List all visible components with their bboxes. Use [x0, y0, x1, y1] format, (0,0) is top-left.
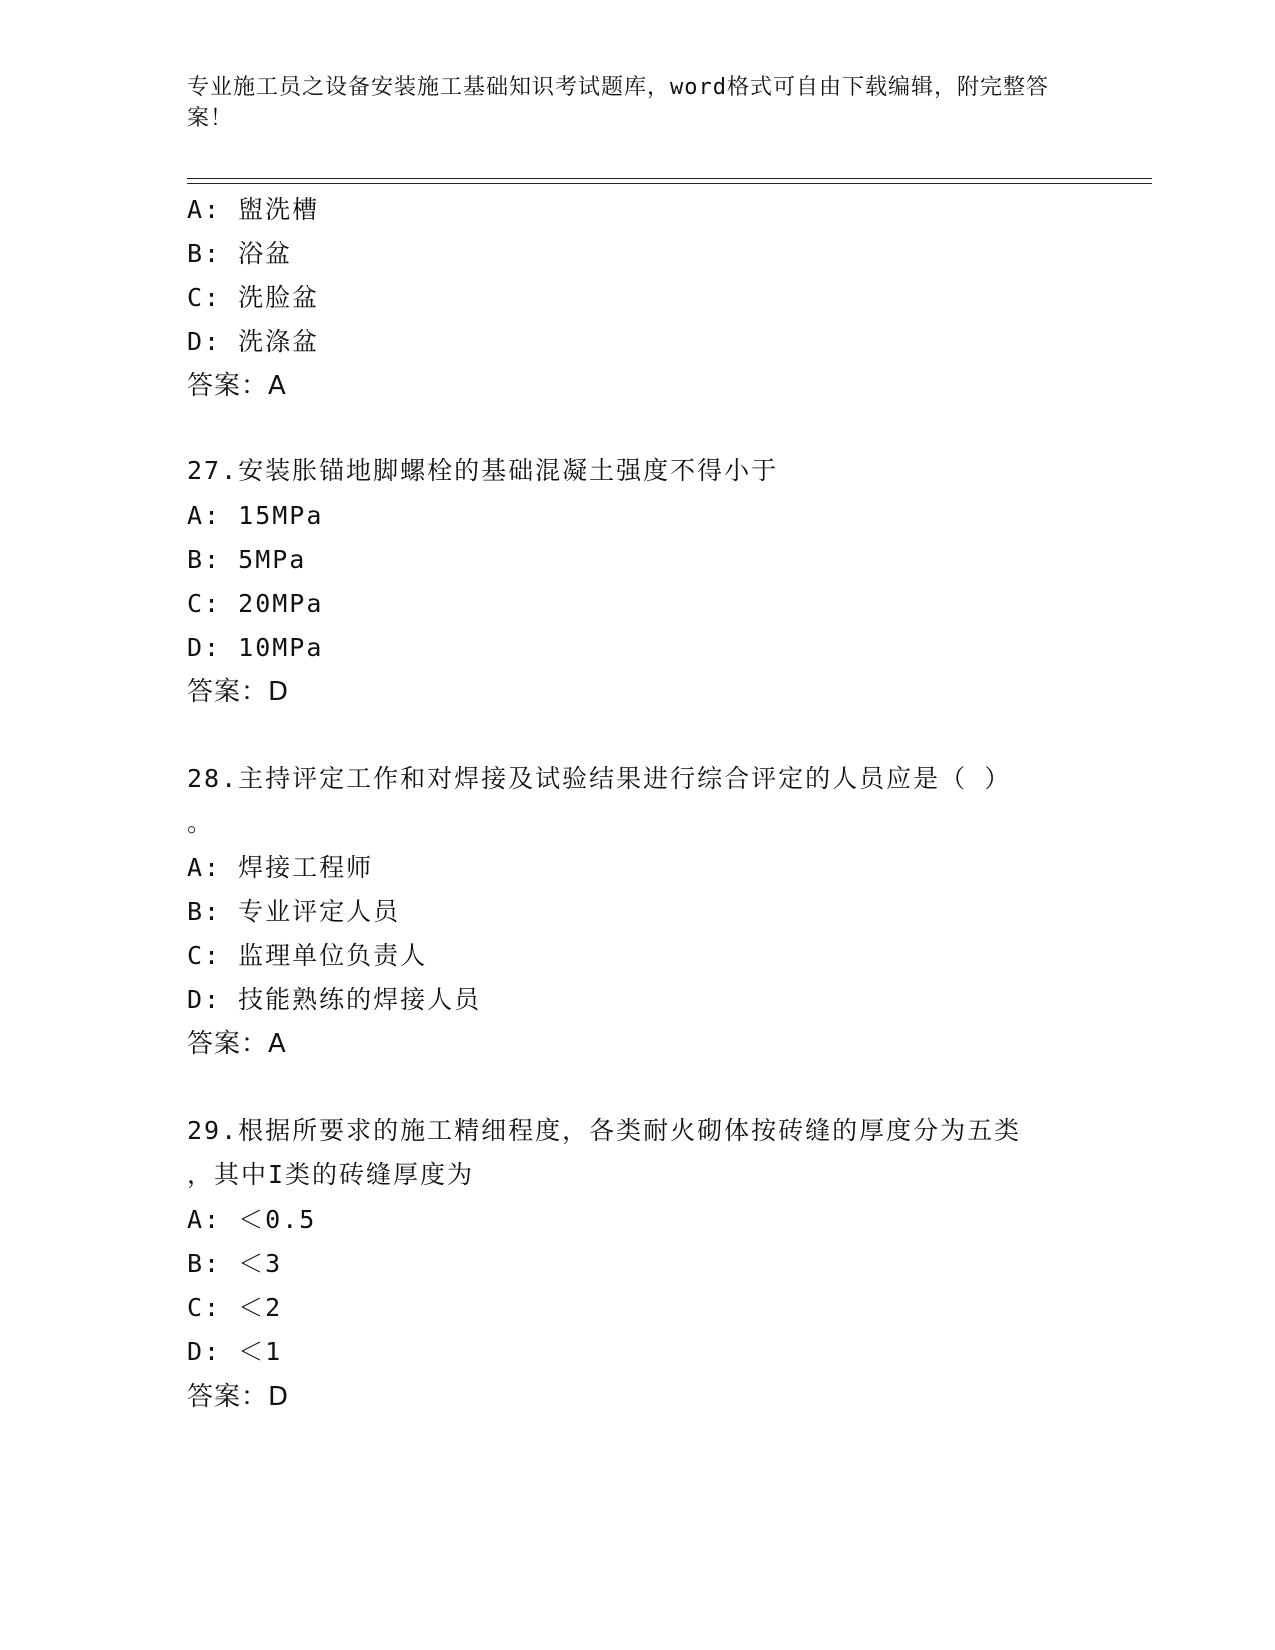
question-29: 29.根据所要求的施工精细程度，各类耐火砌体按砖缝的厚度分为五类	[187, 1116, 1022, 1145]
option-b: B: 5MPa	[187, 545, 307, 574]
question-28: 28.主持评定工作和对焊接及试验结果进行综合评定的人员应是（ ）	[187, 764, 1012, 793]
question-27: 27.安装胀锚地脚螺栓的基础混凝土强度不得小于	[187, 456, 779, 485]
option-b: B: 专业评定人员	[187, 897, 401, 926]
option-c: C: 20MPa	[187, 589, 324, 618]
question-29-continuation: ，其中I类的砖缝厚度为	[187, 1160, 475, 1189]
answer: 答案：A	[187, 1029, 287, 1059]
option-a: A: 15MPa	[187, 501, 324, 530]
header-rule-top	[187, 178, 1152, 179]
option-d: D: ＜1	[187, 1337, 283, 1366]
option-c: C: 监理单位负责人	[187, 941, 428, 970]
option-a: A: 盥洗槽	[187, 195, 320, 224]
option-b: B: 浴盆	[187, 239, 293, 268]
option-a: A: 焊接工程师	[187, 853, 374, 882]
answer: 答案：A	[187, 371, 287, 401]
option-d: D: 10MPa	[187, 633, 324, 662]
answer: 答案：D	[187, 1382, 290, 1412]
option-d: D: 洗涤盆	[187, 327, 320, 356]
header-rule-bottom	[187, 183, 1152, 184]
answer: 答案：D	[187, 677, 290, 707]
question-28-continuation: 。	[187, 808, 215, 837]
option-c: C: 洗脸盆	[187, 283, 320, 312]
option-c: C: ＜2	[187, 1293, 283, 1322]
option-b: B: ＜3	[187, 1249, 283, 1278]
document-header: 专业施工员之设备安装施工基础知识考试题库，word格式可自由下载编辑，附完整答案！	[187, 75, 1049, 131]
option-d: D: 技能熟练的焊接人员	[187, 985, 482, 1014]
option-a: A: ＜0.5	[187, 1205, 317, 1234]
